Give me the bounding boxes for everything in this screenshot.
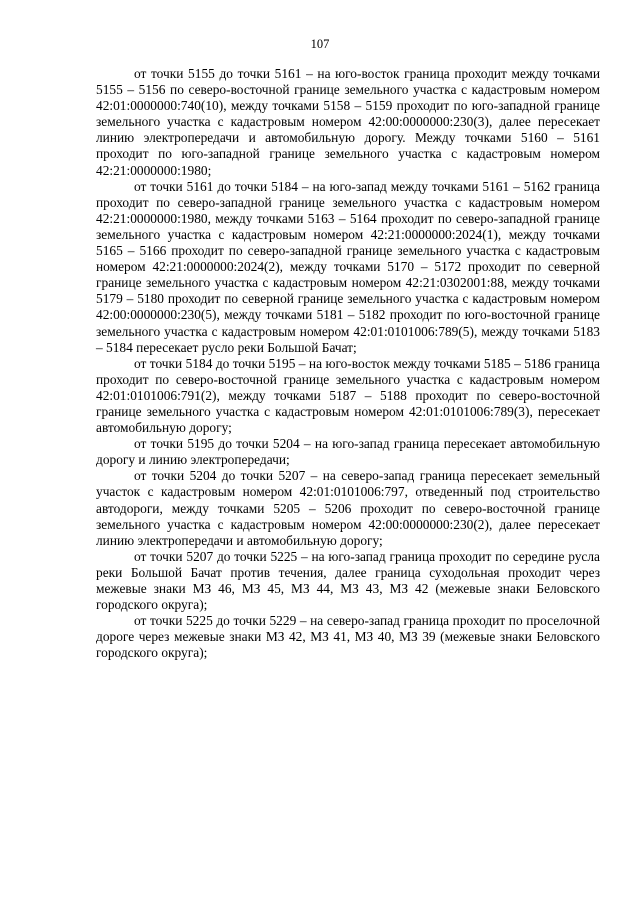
paragraph-6: от точки 5207 до точки 5225 – на юго-запад граница проходит по середине русла реки Большой Бачат против течения, далее граница суходольная проходит через межевые знаки МЗ 46, МЗ 45, МЗ 44, МЗ 43, МЗ 42 (межевые знаки Беловского городского округа); (96, 548, 600, 613)
page-number: 107 (310, 37, 330, 51)
paragraph-5: от точки 5204 до точки 5207 – на северо-запад граница пересекает земельный участок с кадастровым номером 42:01:0101006:797, отведенный под строительство автодороги, между точками 5205 – 5206 проходит по северо-восточной границе земельного участка с кадастровым номером 42:00:0000000:230(2), далее пересекает линию электропередачи и автомобильную дорогу; (96, 468, 600, 548)
paragraph-7: от точки 5225 до точки 5229 – на северо-запад граница проходит по проселочной дороге через межевые знаки МЗ 42, МЗ 41, МЗ 40, МЗ 39 (межевые знаки Беловского городского округа); (96, 613, 600, 661)
document-body (96, 66, 600, 661)
paragraph-2: от точки 5161 до точки 5184 – на юго-запад между точками 5161 – 5162 граница проходит по северо-западной границе земельного участка с кадастровым номером 42:21:0000000:1980, между точками 5163 – 5164 проходит по северо-западной границе земельного участка с кадастровым номером 42:21:0000000:2024(1), между точками 5165 – 5166 проходит по северо-западной границе земельного участка с кадастровым номером 42:21:0000000:2024(2), между точками 5170 – 5172 проходит по северной границе земельного участка с кадастровым номером 42:21:0302001:88, между точками 5179 – 5180 проходит по северной границе земельного участка с кадастровым номером 42:00:0000000:230(5), между точками 5181 – 5182 проходит по юго-восточной границе земельного участка с кадастровым номером 42:01:0101006:789(5), между точками 5183 – 5184 пересекает русло реки Большой Бачат; (96, 178, 600, 355)
paragraph-4: от точки 5195 до точки 5204 – на юго-запад граница пересекает автомобильную дорогу и линию электропередачи; (96, 436, 600, 468)
paragraph-3: от точки 5184 до точки 5195 – на юго-восток между точками 5185 – 5186 граница проходит по северо-восточной границе земельного участка с кадастровым номером 42:01:0101006:791(2), между точками 5187 – 5188 проходит по северо-восточной границе земельного участка с кадастровым номером 42:01:0101006:789(3), пересекает автомобильную дорогу; (96, 355, 600, 436)
paragraph-1: от точки 5155 до точки 5161 – на юго-восток граница проходит между точками 5155 – 5156 по северо-восточной границе земельного участка с кадастровым номером 42:01:0000000:740(10), между точками 5158 – 5159 проходит по юго-западной границе земельного участка с кадастровым номером 42:00:0000000:230(3), далее пересекает линию электропередачи и автомобильную дорогу. Между точками 5160 – 5161 проходит по юго-западной границе земельного участка с кадастровым номером 42:21:0000000:1980; (96, 66, 600, 178)
